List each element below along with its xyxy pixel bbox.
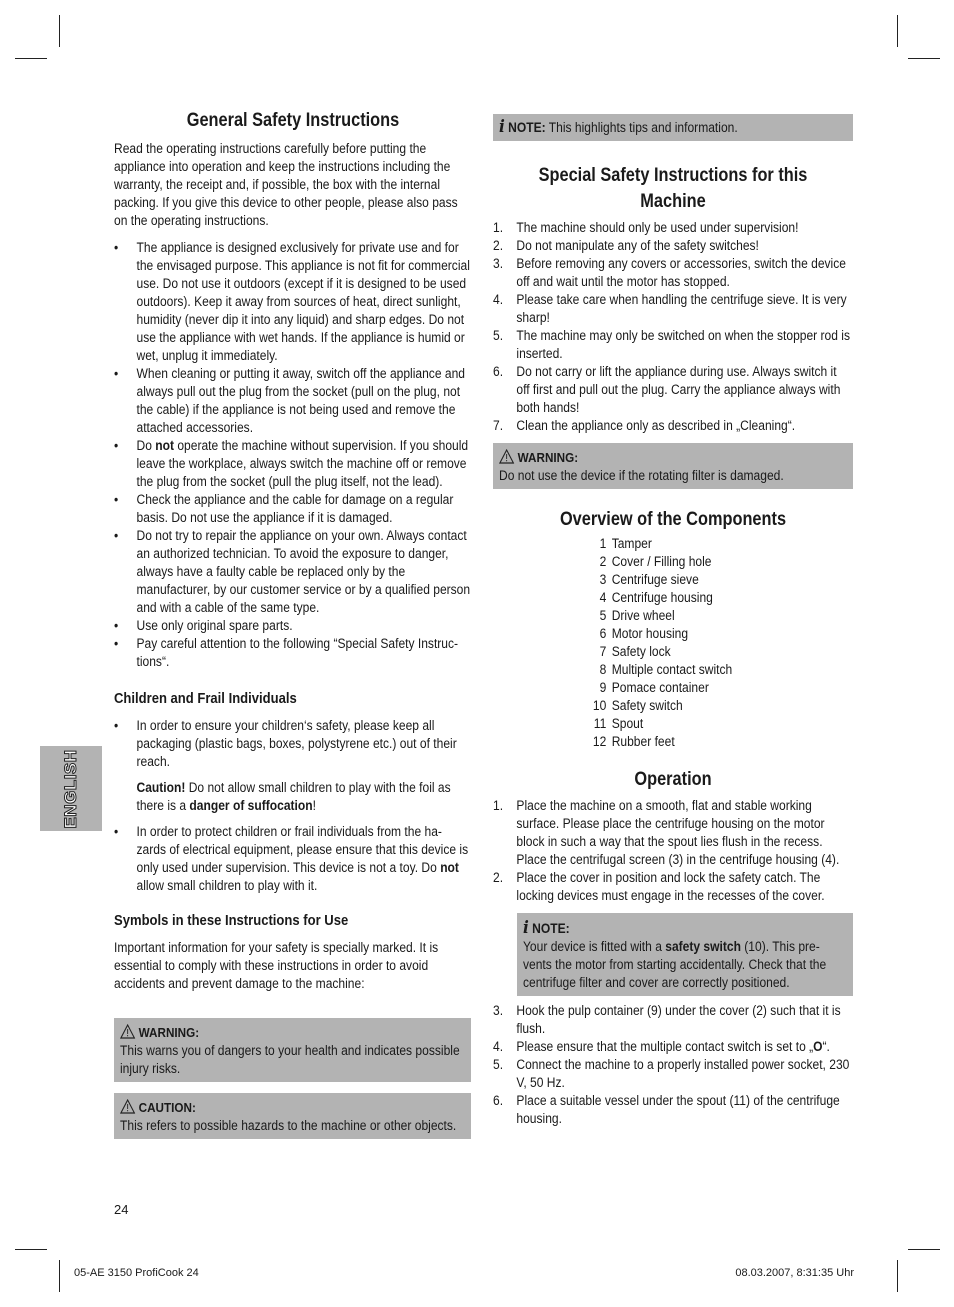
info-icon: i bbox=[499, 117, 505, 137]
warning-text: Do not use the device if the rotating filter is damaged. bbox=[499, 468, 784, 483]
note-text bbox=[523, 938, 845, 992]
list-item bbox=[591, 553, 951, 571]
crop-mark bbox=[59, 15, 60, 47]
warning-triangle-icon bbox=[499, 449, 514, 464]
components-list bbox=[591, 535, 951, 751]
warning-triangle-icon bbox=[120, 1024, 135, 1039]
note-text: This highlights tips and information. bbox=[545, 120, 738, 135]
list-item bbox=[591, 697, 951, 715]
list-item bbox=[114, 823, 471, 895]
crop-mark bbox=[897, 15, 898, 47]
caution-text: This refers to possible hazards to the machine or other objects. bbox=[120, 1118, 457, 1133]
crop-mark bbox=[15, 1249, 47, 1250]
info-icon: i bbox=[523, 918, 529, 938]
operation-title: Operation bbox=[634, 769, 712, 790]
text: Connect the machine to a properly installed power socket, 230 V, 50 Hz. bbox=[516, 1057, 850, 1090]
warning-text: This warns you of dangers to your health and indicates possible injury risks. bbox=[120, 1043, 460, 1076]
list-item: 2. Place the cover in position and lock the safety catch. The locking devices must engage in the recesses of the cover. bbox=[493, 870, 825, 903]
note-box bbox=[517, 913, 853, 996]
text: The machine should only be used under supervision! bbox=[516, 220, 799, 235]
component-label: Cover / Filling hole bbox=[611, 554, 712, 569]
component-number: 10 bbox=[592, 698, 607, 713]
list-item: 2. Do not manipulate any of the safety switches! bbox=[493, 238, 759, 253]
general-safety-title: General Safety Instructions bbox=[186, 110, 400, 131]
component-label: Pomace container bbox=[611, 680, 709, 695]
list-item: 3. Before removing any covers or accessories, switch the device off and wait until the motor has stopped. bbox=[493, 256, 846, 289]
note-label: NOTE: bbox=[508, 120, 546, 135]
list-item: 1. The machine should only be used under supervision! bbox=[493, 220, 799, 235]
text: Please take care when handling the centrifuge sieve. It is very sharp! bbox=[516, 292, 847, 325]
symbols-intro: Important information for your safety is specially marked. It is essential to comply with these instructions in order to avoid accidents and prevent damage to the machine: bbox=[114, 940, 439, 991]
list-item: 6. Do not carry or lift the appliance during use. Always switch it off first and pull out the plug. Carry the appliance always with both hands! bbox=[493, 364, 841, 415]
component-number: 4 bbox=[599, 590, 607, 605]
component-number: 11 bbox=[593, 716, 607, 731]
text: Hook the pulp container (9) under the cover (2) such that it is flush. bbox=[516, 1003, 841, 1036]
warning-label: WARNING: bbox=[517, 450, 579, 465]
bold-text: O bbox=[813, 1039, 823, 1054]
special-list bbox=[493, 219, 853, 435]
list-item bbox=[591, 589, 951, 607]
crop-mark bbox=[15, 58, 47, 59]
text: Your device is fitted with a bbox=[523, 939, 666, 954]
operation-body bbox=[493, 797, 853, 905]
caution-label: CAUTION: bbox=[138, 1100, 196, 1115]
note-label: NOTE: bbox=[532, 921, 570, 936]
list-item bbox=[591, 607, 951, 625]
special-safety-title: Special Safety Instructions for this Machine bbox=[538, 165, 808, 212]
list-item: 7. Clean the appliance only as described in „Cleaning“. bbox=[493, 418, 796, 433]
component-number: 5 bbox=[599, 608, 607, 623]
text: Clean the appliance only as described in „Cleaning“. bbox=[516, 418, 796, 433]
component-number: 9 bbox=[599, 680, 607, 695]
component-number: 12 bbox=[592, 734, 607, 749]
list-item bbox=[114, 717, 471, 815]
text: The machine may only be switched on when the stopper rod is inserted. bbox=[516, 328, 851, 361]
general-intro: Read the operating instructions carefully before putting the appliance into operation and keep the instructions including the warranty, the receipt and, if possible, the box with the internal packing. If you give this device to other people, please also pass on the operating instructions. bbox=[114, 141, 458, 228]
crop-mark bbox=[897, 1260, 898, 1292]
text: In order to protect children or frail individuals from the ha-zards of electrical equipment, please ensure that this device is only used under supervision. This device is not a toy. Do bbox=[136, 824, 469, 875]
warning-box bbox=[114, 1018, 471, 1082]
special-safety-body bbox=[493, 219, 853, 435]
text: • In order to ensure your children‘s safety, please keep all packaging (plastic bags, boxes, polystyrene etc.) out of their reach. bbox=[136, 718, 457, 769]
component-label: Motor housing bbox=[611, 626, 689, 641]
footer-timestamp: 08.03.2007, 8:31:35 Uhr bbox=[735, 1267, 854, 1279]
component-label: Rubber feet bbox=[611, 734, 675, 749]
bold-text: safety switch bbox=[665, 939, 741, 954]
list-item: 4. Please take care when handling the centrifuge sieve. It is very sharp! bbox=[493, 292, 847, 325]
component-number: 6 bbox=[599, 626, 607, 641]
list-item: • Do not try to repair the appliance on your own. Always contact an authorized technician. To avoid the exposure to danger, always have a faulty cable be replaced only by the manufacturer, by our customer service or by a qualified person and with a cable of the same type. bbox=[114, 527, 471, 617]
general-safety-body bbox=[114, 140, 471, 993]
list-item: • Pay careful attention to the following “Special Safety Instruc-tions“. bbox=[114, 635, 471, 671]
warning-triangle-icon bbox=[120, 1099, 135, 1114]
crop-mark bbox=[908, 58, 940, 59]
list-item: 5. The machine may only be switched on when the stopper rod is inserted. bbox=[493, 328, 851, 361]
warning-label: WARNING: bbox=[138, 1025, 200, 1040]
list-item: • The appliance is designed exclusively for private use and for the envisaged purpose. This appliance is not fit for commercial use. Do not use it outdoors (except if it is designed to be used outdoors). Keep it away from sources of heat, direct sunlight, humidity (never dip it into any liquid) and sharp edges. Do not use the appliance with wet hands. If the appliance is humid or wet, unplug it immediately. bbox=[114, 239, 471, 365]
list-item: 1. Place the machine on a smooth, flat and stable working surface. Please place the centrifuge housing on the motor block in such a way that the spout lies flush in the recess. Place the centrifugal screen (3) in the centrifuge housing (4). bbox=[493, 798, 840, 867]
list-item bbox=[114, 437, 471, 491]
component-number: 3 bbox=[599, 572, 607, 587]
text: Please ensure that the multiple contact switch is set to „ bbox=[516, 1039, 814, 1054]
text: allow small children to play with it. bbox=[136, 878, 318, 893]
list-item: 4. Please ensure that the multiple contact switch is set to „O“. bbox=[493, 1039, 830, 1054]
text: Place the machine on a smooth, flat and stable working surface. Please place the centrifuge housing on the motor block in such a way that the spout lies flush in the recess. Place the centrifugal screen (3) in the centrifuge housing (4). bbox=[516, 798, 840, 867]
text: Before removing any covers or accessories, switch the device off and wait until the motor has stopped. bbox=[516, 256, 846, 289]
text: Do bbox=[136, 438, 156, 453]
component-number: 7 bbox=[599, 644, 607, 659]
text: ! bbox=[312, 798, 316, 813]
warning-box bbox=[493, 443, 853, 489]
component-label: Multiple contact switch bbox=[611, 662, 733, 677]
text: (10). This pre-vents the motor from starting accidentally. Check that the centrifuge filter and cover are correctly positioned. bbox=[523, 939, 827, 990]
component-number: 2 bbox=[599, 554, 607, 569]
list-item bbox=[591, 733, 951, 751]
text: Do not manipulate any of the safety switches! bbox=[516, 238, 759, 253]
children-title: Children and Frail Individuals bbox=[114, 691, 297, 707]
list-item bbox=[591, 643, 951, 661]
component-label: Tamper bbox=[611, 536, 652, 551]
general-bullets bbox=[114, 239, 471, 671]
text: Place a suitable vessel under the spout (11) of the centrifuge housing. bbox=[516, 1093, 840, 1126]
components-title: Overview of the Components bbox=[559, 509, 787, 530]
list-item: 6. Place a suitable vessel under the spout (11) of the centrifuge housing. bbox=[493, 1093, 840, 1126]
list-item bbox=[591, 571, 951, 589]
children-bullets bbox=[114, 717, 471, 895]
text: Do not carry or lift the appliance during use. Always switch it off first and pull out the plug. Carry the appliance always with both hands! bbox=[516, 364, 841, 415]
list-item: 5. Connect the machine to a properly installed power socket, 230 V, 50 Hz. bbox=[493, 1057, 850, 1090]
caution-label: Caution! bbox=[136, 780, 186, 795]
list-item bbox=[591, 715, 951, 733]
list-item bbox=[591, 661, 951, 679]
bold-text: not bbox=[440, 860, 459, 875]
language-tab bbox=[40, 746, 102, 831]
component-label: Safety lock bbox=[611, 644, 671, 659]
operation-list-2 bbox=[493, 1002, 853, 1128]
left-column bbox=[114, 108, 472, 1133]
text: “. bbox=[822, 1039, 830, 1054]
list-item bbox=[591, 625, 951, 643]
crop-mark bbox=[908, 1249, 940, 1250]
component-number: 1 bbox=[599, 536, 607, 551]
page-number: 24 bbox=[114, 1202, 129, 1217]
operation-list bbox=[493, 797, 853, 905]
right-column bbox=[493, 114, 853, 1128]
list-item: • Check the appliance and the cable for damage on a regular basis. Do not use the appliance if it is damaged. bbox=[114, 491, 471, 527]
text: Place the cover in position and lock the safety catch. The locking devices must engage in the recesses of the cover. bbox=[516, 870, 825, 903]
component-number: 8 bbox=[599, 662, 607, 677]
component-label: Spout bbox=[611, 716, 644, 731]
note-box-top bbox=[493, 114, 853, 141]
operation-body-2 bbox=[493, 1002, 853, 1128]
component-label: Centrifuge sieve bbox=[611, 572, 699, 587]
bold-text: danger of suffocation bbox=[189, 798, 313, 813]
component-label: Centrifuge housing bbox=[611, 590, 713, 605]
caution-paragraph bbox=[137, 779, 472, 815]
crop-mark bbox=[59, 1260, 60, 1292]
list-item: • Use only original spare parts. bbox=[114, 617, 471, 635]
component-label: Drive wheel bbox=[611, 608, 675, 623]
symbols-title: Symbols in these Instructions for Use bbox=[114, 913, 349, 929]
text: operate the machine without supervision. If you should leave the workplace, always switch the machine off or remove the plug from the socket (pull the plug itself, not the lead). bbox=[136, 438, 469, 489]
list-item: 3. Hook the pulp container (9) under the cover (2) such that it is flush. bbox=[493, 1003, 841, 1036]
footer-file: 05-AE 3150 ProfiCook 24 bbox=[74, 1267, 199, 1279]
text: Do not allow small children to play with the foil as there is a bbox=[136, 780, 451, 813]
language-label: ENGLISH bbox=[61, 748, 80, 829]
list-item bbox=[591, 679, 951, 697]
list-item: • When cleaning or putting it away, switch off the appliance and always pull out the plug from the socket (pull on the plug, not the cable) if the appliance is not being used and remove the attached accessories. bbox=[114, 365, 471, 437]
list-item bbox=[591, 535, 951, 553]
caution-box bbox=[114, 1093, 471, 1139]
component-label: Safety switch bbox=[611, 698, 683, 713]
bold-text: not bbox=[155, 438, 175, 453]
